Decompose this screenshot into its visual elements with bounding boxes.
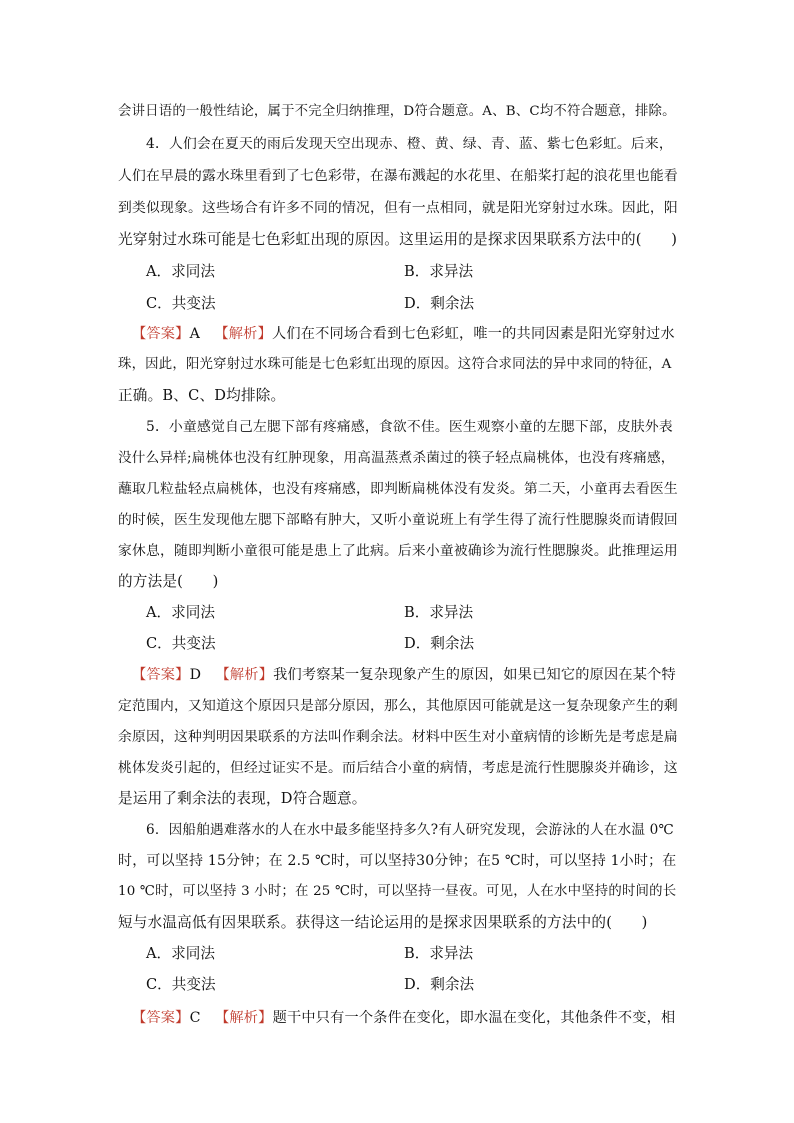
answer-tag: 【答案】 (132, 1010, 190, 1026)
question-5-line: 的时候，医生发现他左腮下部略有肿大，又听小童说班上有学生得了流行性腮腺炎而请假回 (118, 512, 678, 528)
analysis-line: 余原因，这种判明因果联系的方法叫作剩余法。材料中医生对小童病情的诊断先是考虑是扁 (118, 729, 678, 745)
question-5-line: 的方法是( ) (118, 573, 219, 590)
answer-value: D (189, 667, 202, 683)
option-b: B．求异法 (404, 263, 474, 280)
question-4-line: 4．人们会在夏天的雨后发现天空出现赤、橙、黄、绿、青、蓝、紫七色彩虹。后来， (146, 136, 673, 152)
analysis-line: 是运用了剩余法的表现，D符合题意。 (118, 790, 367, 807)
analysis-text: 题干中只有一个条件在变化，即水温在变化，其他条件不变，相 (272, 1010, 676, 1026)
question-5-line: 蘸取几粒盐轻点扁桃体，也没有疼痛感，即判断扁桃体没有发炎。第二天，小童再去看医生 (118, 481, 678, 497)
question-4-line: 人们在早晨的露水珠里看到了七色彩带，在瀑布溅起的水花里、在船桨打起的浪花里也能看 (118, 168, 678, 184)
option-c: C．共变法 (146, 635, 216, 652)
option-b: B．求异法 (404, 604, 474, 621)
answer-tag: 【答案】 (132, 326, 190, 342)
option-a: A．求同法 (146, 263, 215, 280)
option-b: B．求异法 (404, 945, 474, 962)
question-6-line: 短与水温高低有因果联系。获得这一结论运用的是探求因果联系的方法中的( ) (118, 914, 648, 931)
option-c: C．共变法 (146, 976, 216, 993)
question-4-line: 光穿射过水珠可能是七色彩虹出现的原因。这里运用的是探求因果联系方法中的( ) (118, 231, 678, 248)
question-5-line: 5．小童感觉自己左腮下部有疼痛感，食欲不佳。医生观察小童的左腮下部，皮肤外表 (146, 419, 673, 435)
answer-tag: 【答案】 (132, 667, 190, 683)
option-a: A．求同法 (146, 604, 215, 621)
question-6-line: 10 ℃时，可以坚持 3 小时；在 25 ℃时，可以坚持一昼夜。可见，人在水中坚持的时间的长 (118, 884, 677, 899)
option-d: D．剩余法 (404, 976, 475, 993)
analysis-line: 珠，因此，阳光穿射过水珠可能是七色彩虹出现的原因。这符合求同法的异中求同的特征，A (118, 357, 672, 372)
question-5-line: 没什么异样;扁桃体也没有红肿现象，用高温蒸煮杀菌过的筷子轻点扁桃体，也没有疼痛感， (118, 450, 675, 466)
analysis-line: 定范围内，又知道这个原因只是部分原因，那么，其他原因可能就是这一复杂现象产生的剩 (118, 698, 678, 714)
answer-value: A (189, 326, 201, 342)
option-d: D．剩余法 (404, 295, 475, 312)
answer-line (132, 1008, 678, 1028)
answer-line (132, 324, 678, 344)
option-a: A．求同法 (146, 945, 215, 962)
analysis-tag: 【解析】 (215, 1010, 273, 1026)
question-4-line: 到类似现象。这些场合有许多不同的情况，但有一点相同，就是阳光穿射过水珠。因此，阳 (118, 200, 678, 216)
question-6-line: 6．因船舶遇难落水的人在水中最多能坚持多久?有人研究发现，会游泳的人在水温 0℃ (146, 822, 674, 838)
option-c: C．共变法 (146, 295, 216, 312)
option-d: D．剩余法 (404, 635, 475, 652)
answer-line (132, 665, 678, 685)
analysis-text: 人们在不同场合看到七色彩虹，唯一的共同因素是阳光穿射过水 (271, 326, 675, 342)
question-5-line: 家休息，随即判断小童很可能是患上了此病。后来小童被确诊为流行性腮腺炎。此推理运用 (118, 543, 678, 559)
analysis-tag: 【解析】 (215, 667, 274, 683)
analysis-line: 桃体发炎引起的，但经过证实不是。而后结合小童的病情，考虑是流行性腮腺炎并确诊，这 (118, 760, 678, 776)
analysis-tag: 【解析】 (214, 326, 272, 342)
question-6-line: 时，可以坚持 15分钟；在 2.5 ℃时，可以坚持30分钟；在5 ℃时，可以坚持 1小时；在 (118, 853, 677, 869)
analysis-text: 我们考察某一复杂现象产生的原因，如果已知它的原因在某个特 (273, 667, 676, 683)
text-line: 会讲日语的一般性结论，属于不完全归纳推理，D符合题意。A、B、C均不符合题意，排除。 (118, 104, 676, 119)
answer-value: C (189, 1010, 201, 1026)
analysis-line: 正确。B、C、D均排除。 (118, 387, 286, 404)
